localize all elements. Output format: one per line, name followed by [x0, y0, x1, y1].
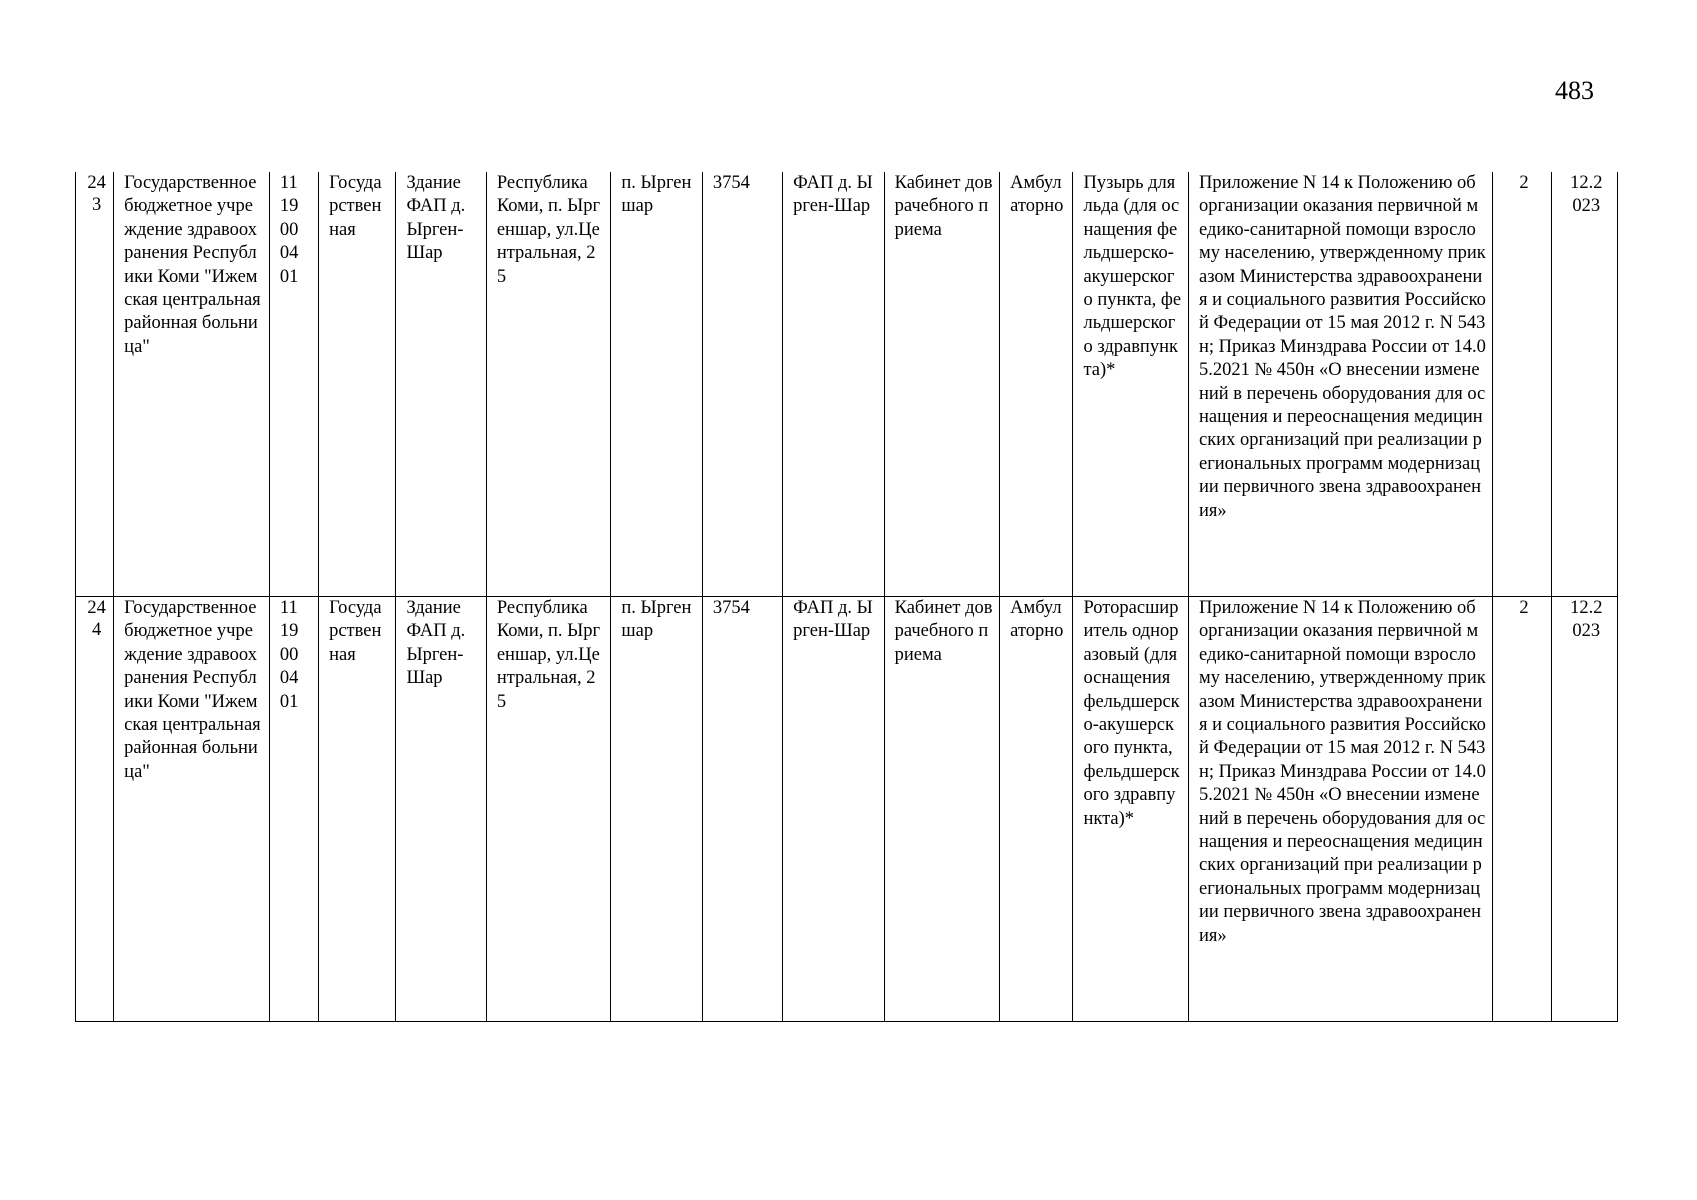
date-cell: 12.2023	[1551, 597, 1617, 1022]
quantity-cell: 2	[1493, 172, 1551, 597]
row-number: 243	[76, 172, 114, 597]
building-cell: Здание ФАП д. Ырген-Шар	[396, 172, 486, 597]
organization-cell: Государственное бюджетное учреждение здравоохранения Республики Коми "Ижемская центральная районная больница"	[114, 172, 270, 597]
page-number: 483	[1555, 76, 1594, 105]
address-cell: Республика Коми, п. Ыргеншар, ул.Центральная, 25	[486, 597, 611, 1022]
population-cell: 3754	[702, 172, 782, 597]
code-cell: 1119000401	[269, 597, 318, 1022]
equipment-table	[75, 172, 1618, 1022]
facility-cell: ФАП д. Ырген-Шар	[783, 172, 884, 597]
address-cell: Республика Коми, п. Ыргеншар, ул.Центральная, 25	[486, 172, 611, 597]
ownership-cell: Государственная	[319, 597, 396, 1022]
population-cell: 3754	[702, 597, 782, 1022]
equipment-cell: Пузырь для льда (для оснащения фельдшерско-акушерского пункта, фельдшерского здравпункта)*	[1073, 172, 1189, 597]
settlement-cell: п. Ыргеншар	[611, 172, 702, 597]
quantity-cell: 2	[1493, 597, 1551, 1022]
unit-cell: Кабинет доврачебного приема	[884, 172, 1000, 597]
date-cell: 12.2023	[1551, 172, 1617, 597]
unit-cell: Кабинет доврачебного приема	[884, 597, 1000, 1022]
row-number: 244	[76, 597, 114, 1022]
facility-cell: ФАП д. Ырген-Шар	[783, 597, 884, 1022]
legal-basis-cell: Приложение N 14 к Положению об организации оказания первичной медико-санитарной помощи взрослому населению, утвержденному приказом Министерства здравоохранения и социального развития Российской Федерации от 15 мая 2012 г. N 543н; Приказ Минздрава России от 14.05.2021 № 450н «О внесении изменений в перечень оборудования для оснащения и переоснащения медицинских организаций при реализации региональных программ модернизации первичного звена здравоохранения»	[1188, 172, 1492, 597]
care-type-cell: Амбулаторно	[1000, 597, 1073, 1022]
code-cell: 1119000401	[269, 172, 318, 597]
legal-basis-cell: Приложение N 14 к Положению об организации оказания первичной медико-санитарной помощи взрослому населению, утвержденному приказом Министерства здравоохранения и социального развития Российской Федерации от 15 мая 2012 г. N 543н; Приказ Минздрава России от 14.05.2021 № 450н «О внесении изменений в перечень оборудования для оснащения и переоснащения медицинских организаций при реализации региональных программ модернизации первичного звена здравоохранения»	[1188, 597, 1492, 1022]
table-row	[76, 597, 1618, 1022]
building-cell: Здание ФАП д. Ырген-Шар	[396, 597, 486, 1022]
settlement-cell: п. Ыргеншар	[611, 597, 702, 1022]
ownership-cell: Государственная	[319, 172, 396, 597]
equipment-cell: Роторасширитель одноразовый (для оснащения фельдшерско-акушерского пункта, фельдшерского здравпункта)*	[1073, 597, 1189, 1022]
organization-cell: Государственное бюджетное учреждение здравоохранения Республики Коми "Ижемская центральная районная больница"	[114, 597, 270, 1022]
table-row	[76, 172, 1618, 597]
care-type-cell: Амбулаторно	[1000, 172, 1073, 597]
